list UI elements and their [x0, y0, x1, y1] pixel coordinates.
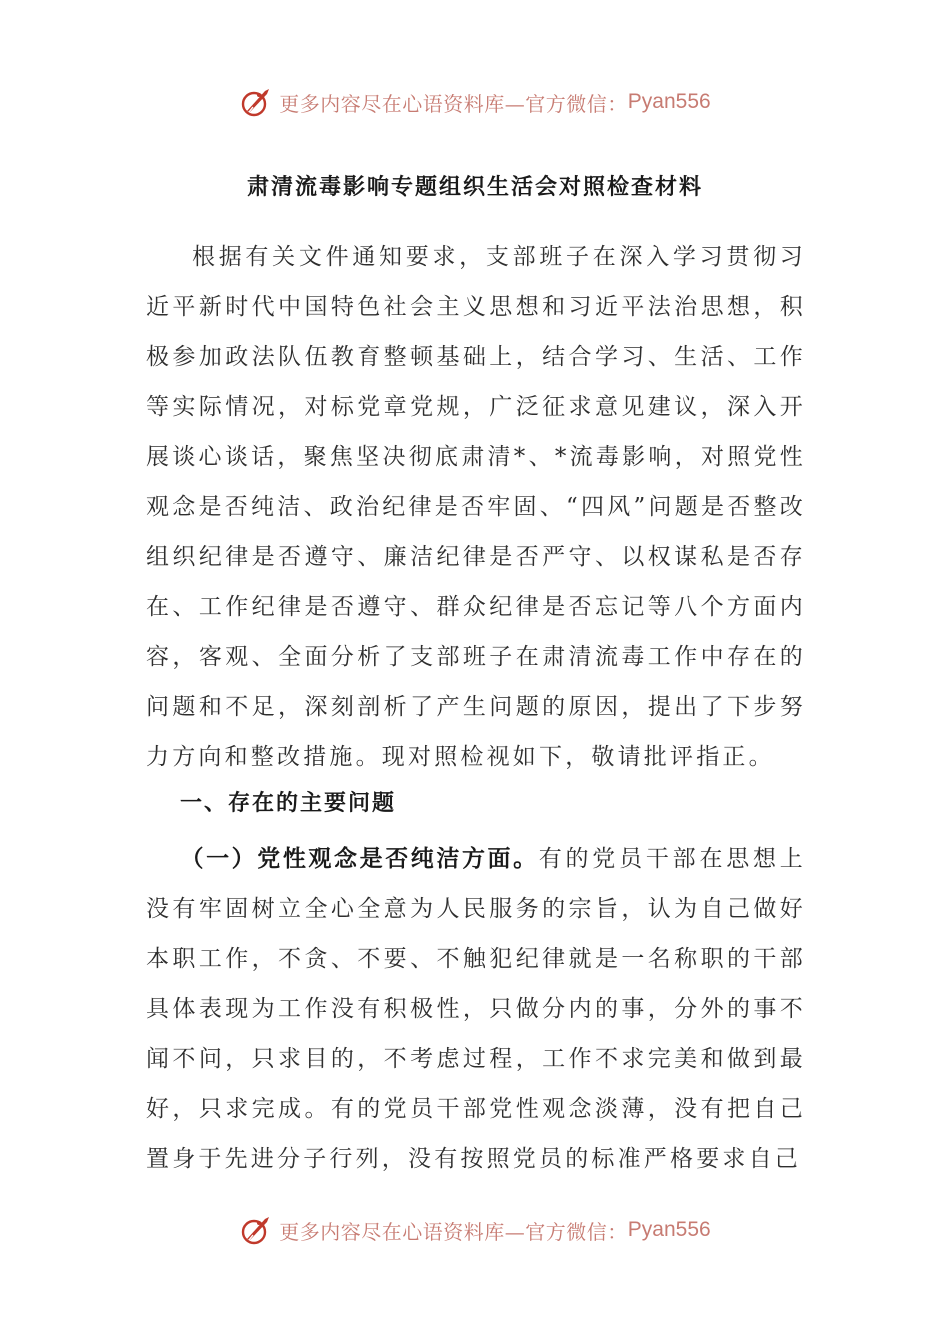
watermark-wechat-id: Pyan556 [627, 90, 711, 113]
intro-paragraph: 根据有关文件通知要求，支部班子在深入学习贯彻习近平新时代中国特色社会主义思想和习近平法治思想，积极参加政法队伍教育整顿基础上，结合学习、生活、工作等实际情况，对标党章党规，广泛征求意见建议，深入开展谈心谈话，聚焦坚决彻底肃清*、*流毒影响，对照党性观念是否纯洁、政治纪律是否牢固、“四风”问题是否整改组织纪律是否遵守、廉洁纪律是否严守、以权谋私是否存在、工作纪律是否遵守、群众纪律是否忘记等八个方面内容，客观、全面分析了支部班子在肃清流毒工作中存在的问题和不足，深刻剖析了产生问题的原因，提出了下步努力方向和整改措施。现对照检视如下，敬请批评指正。 [146, 244, 806, 770]
watermark-text: 更多内容尽在心语资料库—官方微信： [279, 91, 628, 116]
section-heading-main-problems: 一、存在的主要问题 [180, 791, 397, 816]
item-1-paragraph [146, 834, 806, 1184]
watermark-banner-bottom [0, 1208, 950, 1252]
watermark-banner-top [0, 80, 950, 124]
document-title: 肃清流毒影响专题组织生活会对照检查材料 [246, 175, 703, 200]
quill-seal-icon [239, 85, 273, 119]
watermark-text: 更多内容尽在心语资料库—官方微信： [279, 1219, 628, 1244]
quill-seal-icon [239, 1213, 273, 1247]
watermark-wechat-id: Pyan556 [627, 1218, 711, 1241]
item-1-lead: （一）党性观念是否纯洁方面。 [180, 846, 539, 872]
item-1-body: 有的党员干部在思想上没有牢固树立全心全意为人民服务的宗旨，认为自己做好本职工作，不贪、不要、不触犯纪律就是一名称职的干部具体表现为工作没有积极性，只做分内的事，分外的事不闻不问，只求目的，不考虑过程，工作不求完美和做到最好，只求完成。有的党员干部党性观念淡薄，没有把自己置身于先进分子行列，没有按照党员的标准严格要求自己 [146, 846, 807, 1172]
